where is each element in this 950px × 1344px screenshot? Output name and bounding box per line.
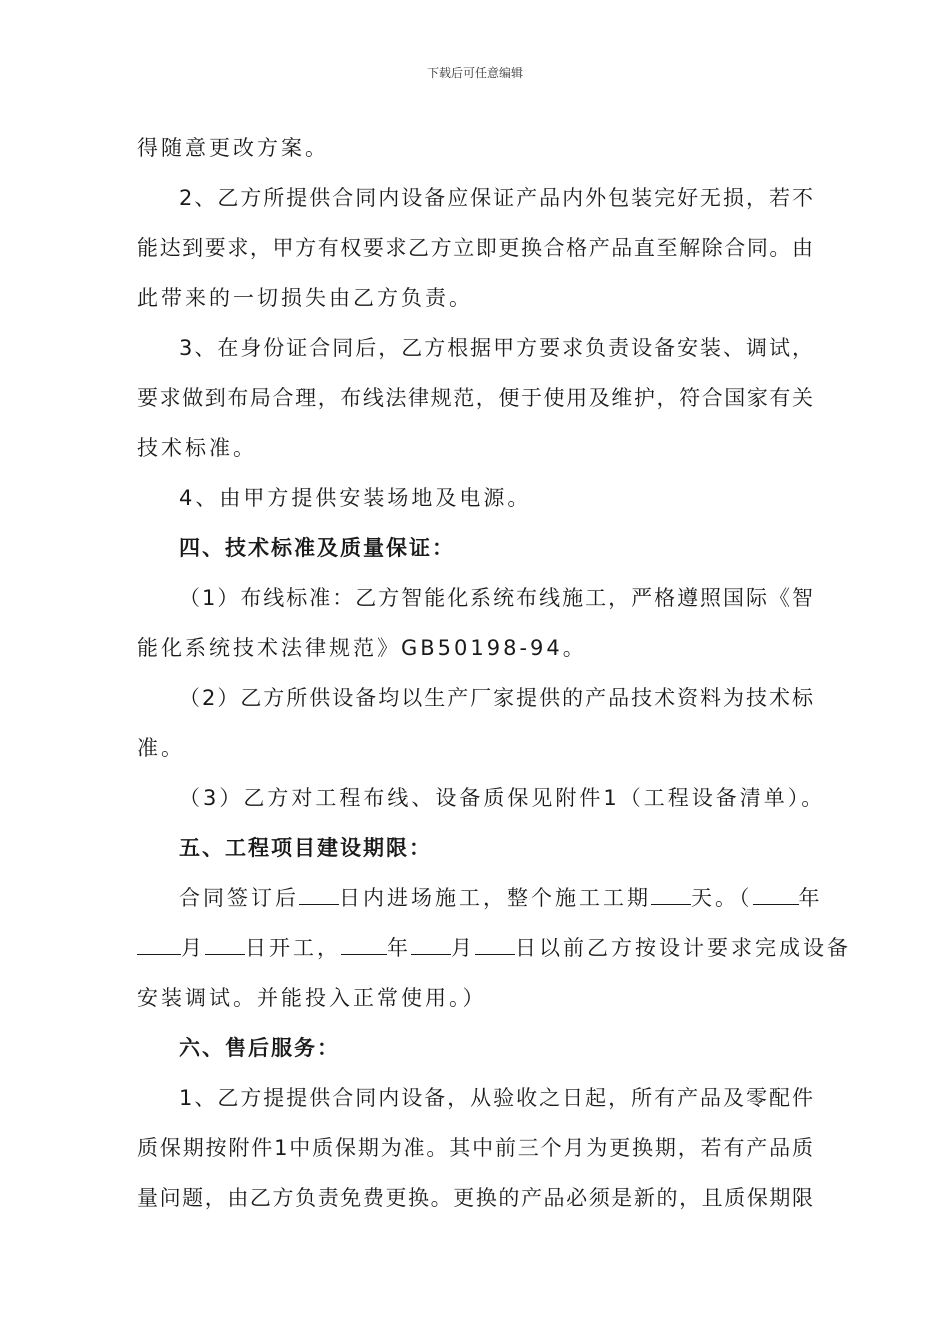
paragraph-line: （3）乙方对工程布线、设备质保见附件1（工程设备清单）。 xyxy=(179,786,826,810)
paragraph-line: 准。 xyxy=(137,736,185,760)
paragraph-line: 此带来的一切损失由乙方负责。 xyxy=(137,286,473,310)
fill-in-blank xyxy=(753,878,799,905)
paragraph-line: 得随意更改方案。 xyxy=(137,136,329,160)
paragraph-line: 能化系统技术法律规范》GB50198-94。 xyxy=(137,636,587,660)
paragraph-line: 质保期按附件1中质保期为准。其中前三个月为更换期，若有产品质 xyxy=(137,1136,813,1160)
fill-in-blank xyxy=(341,928,387,955)
paragraph-line: 2、乙方所提供合同内设备应保证产品内外包装完好无损，若不 xyxy=(179,186,813,210)
fill-in-blank xyxy=(475,928,515,955)
fill-in-blank xyxy=(205,928,245,955)
paragraph-line: （1）布线标准：乙方智能化系统布线施工，严格遵照国际《智 xyxy=(179,586,813,610)
text-segment: 年 xyxy=(798,886,823,910)
paragraph-line: 要求做到布局合理，布线法律规范，便于使用及维护，符合国家有关 xyxy=(137,386,813,410)
paragraph-line: 3、在身份证合同后，乙方根据甲方要求负责设备安装、调试， xyxy=(179,336,813,360)
paragraph-line: 能达到要求，甲方有权要求乙方立即更换合格产品直至解除合同。由 xyxy=(137,236,813,260)
text-segment: 合同签订后 xyxy=(179,886,299,910)
fill-in-blank xyxy=(651,878,691,905)
paragraph-line: 量问题，由乙方负责免费更换。更换的产品必须是新的，且质保期限 xyxy=(137,1186,813,1210)
fill-in-blank xyxy=(411,928,451,955)
paragraph-line: 1、乙方提提供合同内设备，从验收之日起，所有产品及零配件 xyxy=(179,1086,813,1110)
text-segment: 日内进场施工，整个施工工期 xyxy=(339,886,651,910)
section-heading: 四、技术标准及质量保证： xyxy=(179,536,455,560)
document-body xyxy=(137,128,851,1228)
section-heading: 六、售后服务： xyxy=(179,1036,340,1060)
text-segment: 日开工， xyxy=(245,936,341,960)
text-segment: 日以前乙方按设计要求完成设备 xyxy=(515,936,851,960)
paragraph-line-with-blanks xyxy=(137,928,851,978)
fill-in-blank xyxy=(137,928,181,955)
paragraph-line: 4、由甲方提供安装场地及电源。 xyxy=(179,486,532,510)
paragraph-line-with-blanks xyxy=(137,878,823,928)
text-segment: 年 xyxy=(387,936,411,960)
header-note: 下载后可任意编辑 xyxy=(426,66,523,80)
text-segment: 月 xyxy=(451,936,475,960)
paragraph-line: 技术标准。 xyxy=(137,436,257,460)
fill-in-blank xyxy=(299,878,339,905)
paragraph-line: 安装调试。并能投入正常使用。） xyxy=(137,986,487,1010)
paragraph-line: （2）乙方所供设备均以生产厂家提供的产品技术资料为技术标 xyxy=(179,686,813,710)
section-heading: 五、工程项目建设期限： xyxy=(179,836,432,860)
text-segment: 天。（ xyxy=(691,886,753,910)
text-segment: 月 xyxy=(181,936,205,960)
